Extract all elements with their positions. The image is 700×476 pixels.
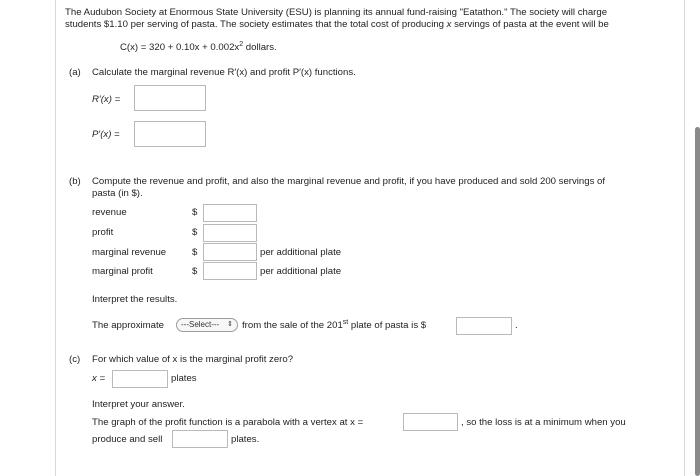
profit-input[interactable]: [203, 224, 257, 242]
marginal-revenue-label: marginal revenue: [92, 247, 167, 258]
part-c-prompt: For which value of x is the marginal profit zero?: [92, 354, 294, 365]
profit-label: profit: [92, 227, 114, 238]
r-prime-input[interactable]: [134, 85, 206, 111]
produce-text: produce and sell: [92, 434, 163, 445]
from-sale-text: from the sale of the 201st plate of pasta is $: [242, 319, 427, 331]
intro-line-1: The Audubon Society at Enormous State University (ESU) is planning its annual fund-raising "Eatathon." The society will charge: [65, 7, 608, 18]
part-a-label: (a): [69, 67, 81, 78]
part-b-label: (b): [69, 176, 81, 187]
currency-symbol: $: [192, 207, 198, 218]
marginal-profit-unit: per additional plate: [260, 266, 342, 277]
marginal-profit-label: marginal profit: [92, 266, 153, 277]
x-unit: plates: [171, 373, 197, 384]
produce-input[interactable]: [172, 430, 228, 448]
cost-function: $C(x) = 320 + 0.10x + 0.002x^2$ dollars.: [120, 41, 277, 53]
select-value: ---Select---: [181, 320, 220, 329]
vertex-text: The graph of the profit function is a parabola with a vertex at x =: [92, 417, 364, 428]
interpret-results-label: Interpret the results.: [92, 294, 178, 305]
vertex-after-text: , so the loss is at a minimum when you: [461, 417, 626, 428]
part-c-label: (c): [69, 354, 81, 365]
p-prime-input[interactable]: [134, 121, 206, 147]
marginal-profit-input[interactable]: [203, 262, 257, 280]
currency-symbol: $: [192, 227, 198, 238]
currency-symbol: $: [192, 247, 198, 258]
x-label: x =: [92, 373, 106, 384]
approximate-select[interactable]: [176, 318, 238, 332]
approximate-text: The approximate: [92, 320, 164, 331]
marginal-revenue-input[interactable]: [203, 243, 257, 261]
part-b-prompt-line-1: Compute the revenue and profit, and also the marginal revenue and profit, if you have produced and sold 200 servings of: [92, 176, 606, 187]
revenue-input[interactable]: [203, 204, 257, 222]
interpret-answer-label: Interpret your answer.: [92, 399, 185, 410]
pasta-amount-input[interactable]: [456, 317, 512, 335]
p-prime-label: P′(x) =: [92, 129, 120, 140]
period: .: [515, 320, 518, 331]
revenue-label: revenue: [92, 207, 127, 218]
produce-unit: plates.: [231, 434, 260, 445]
chevron-up-down-icon: ⇕: [227, 321, 233, 328]
x-input[interactable]: [112, 370, 168, 388]
part-b-prompt-line-2: pasta (in $).: [92, 188, 143, 199]
currency-symbol: $: [192, 266, 198, 277]
marginal-revenue-unit: per additional plate: [260, 247, 342, 258]
part-a-prompt: Calculate the marginal revenue R′(x) and profit P′(x) functions.: [92, 67, 356, 78]
scrollbar[interactable]: [695, 127, 700, 476]
intro-line-2: students $1.10 per serving of pasta. The society estimates that the total cost of producing x servings of pasta at the event will be: [65, 19, 609, 30]
r-prime-label: R′(x) =: [92, 94, 121, 105]
vertex-input[interactable]: [403, 413, 458, 431]
